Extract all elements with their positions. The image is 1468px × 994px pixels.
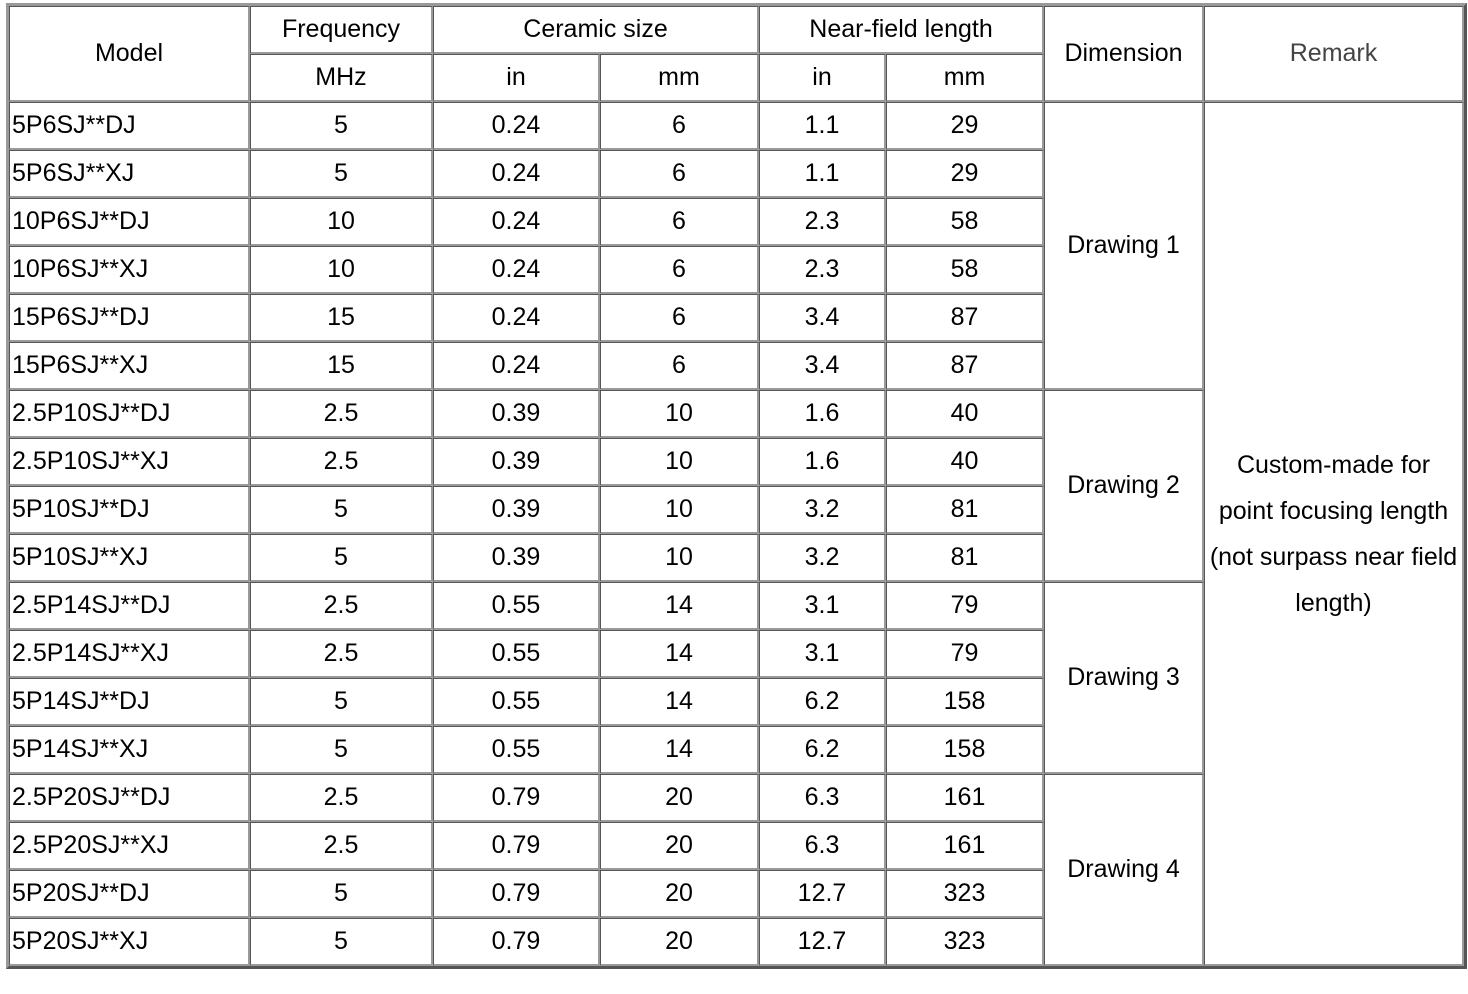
cell-model: 2.5P14SJ**XJ — [9, 630, 250, 678]
cell-frequency: 5 — [250, 102, 433, 150]
cell-model: 2.5P14SJ**DJ — [9, 582, 250, 630]
cell-ceramic-mm: 14 — [600, 630, 759, 678]
cell-ceramic-mm: 10 — [600, 438, 759, 486]
cell-model: 2.5P10SJ**DJ — [9, 390, 250, 438]
header-near-mm: mm — [886, 54, 1044, 102]
cell-near-mm: 161 — [886, 822, 1044, 870]
cell-near-mm: 58 — [886, 198, 1044, 246]
cell-model: 5P20SJ**XJ — [9, 918, 250, 966]
cell-frequency: 5 — [250, 726, 433, 774]
cell-model: 5P6SJ**XJ — [9, 150, 250, 198]
cell-model: 5P10SJ**DJ — [9, 486, 250, 534]
cell-frequency: 5 — [250, 678, 433, 726]
cell-near-in: 3.2 — [759, 486, 886, 534]
cell-ceramic-in: 0.55 — [433, 678, 600, 726]
cell-frequency: 2.5 — [250, 630, 433, 678]
cell-ceramic-mm: 14 — [600, 726, 759, 774]
cell-ceramic-mm: 14 — [600, 678, 759, 726]
cell-frequency: 15 — [250, 294, 433, 342]
cell-model: 15P6SJ**DJ — [9, 294, 250, 342]
cell-ceramic-mm: 10 — [600, 534, 759, 582]
cell-dimension-drawing: Drawing 2 — [1044, 390, 1204, 582]
cell-model: 5P10SJ**XJ — [9, 534, 250, 582]
header-model: Model — [9, 6, 250, 102]
cell-frequency: 5 — [250, 486, 433, 534]
cell-near-mm: 79 — [886, 630, 1044, 678]
cell-model: 2.5P20SJ**DJ — [9, 774, 250, 822]
cell-frequency: 2.5 — [250, 822, 433, 870]
cell-ceramic-mm: 10 — [600, 390, 759, 438]
cell-near-mm: 79 — [886, 582, 1044, 630]
table-row — [9, 102, 1464, 150]
cell-ceramic-mm: 6 — [600, 294, 759, 342]
transducer-spec-table — [6, 3, 1467, 969]
cell-ceramic-mm: 14 — [600, 582, 759, 630]
header-frequency-unit: MHz — [250, 54, 433, 102]
cell-ceramic-mm: 20 — [600, 870, 759, 918]
cell-ceramic-in: 0.24 — [433, 150, 600, 198]
cell-ceramic-in: 0.39 — [433, 438, 600, 486]
cell-model: 5P6SJ**DJ — [9, 102, 250, 150]
cell-near-mm: 323 — [886, 918, 1044, 966]
cell-near-in: 2.3 — [759, 198, 886, 246]
cell-frequency: 5 — [250, 918, 433, 966]
cell-ceramic-in: 0.79 — [433, 870, 600, 918]
cell-near-mm: 81 — [886, 534, 1044, 582]
header-dimension: Dimension — [1044, 6, 1204, 102]
cell-frequency: 15 — [250, 342, 433, 390]
cell-ceramic-mm: 6 — [600, 150, 759, 198]
cell-near-mm: 158 — [886, 726, 1044, 774]
cell-ceramic-in: 0.79 — [433, 918, 600, 966]
cell-near-in: 1.6 — [759, 438, 886, 486]
cell-ceramic-in: 0.55 — [433, 726, 600, 774]
cell-ceramic-mm: 20 — [600, 918, 759, 966]
cell-near-mm: 29 — [886, 150, 1044, 198]
cell-near-mm: 158 — [886, 678, 1044, 726]
cell-near-in: 12.7 — [759, 870, 886, 918]
header-frequency: Frequency — [250, 6, 433, 54]
cell-frequency: 2.5 — [250, 774, 433, 822]
cell-frequency: 2.5 — [250, 390, 433, 438]
cell-frequency: 2.5 — [250, 438, 433, 486]
cell-near-mm: 161 — [886, 774, 1044, 822]
cell-ceramic-in: 0.79 — [433, 774, 600, 822]
cell-model: 10P6SJ**DJ — [9, 198, 250, 246]
cell-frequency: 5 — [250, 150, 433, 198]
cell-model: 2.5P20SJ**XJ — [9, 822, 250, 870]
cell-frequency: 5 — [250, 870, 433, 918]
cell-near-in: 3.4 — [759, 294, 886, 342]
header-near-in: in — [759, 54, 886, 102]
table-body — [9, 102, 1464, 966]
cell-dimension-drawing: Drawing 4 — [1044, 774, 1204, 966]
cell-near-mm: 58 — [886, 246, 1044, 294]
cell-remark: Custom-made for point focusing length (not surpass near field length) — [1204, 102, 1464, 966]
cell-ceramic-in: 0.24 — [433, 198, 600, 246]
header-remark: Remark — [1204, 6, 1464, 102]
header-ceramic-in: in — [433, 54, 600, 102]
cell-near-mm: 81 — [886, 486, 1044, 534]
cell-ceramic-mm: 6 — [600, 342, 759, 390]
cell-near-in: 6.3 — [759, 822, 886, 870]
cell-ceramic-in: 0.39 — [433, 390, 600, 438]
cell-near-mm: 87 — [886, 294, 1044, 342]
cell-ceramic-mm: 10 — [600, 486, 759, 534]
cell-near-in: 3.4 — [759, 342, 886, 390]
cell-near-mm: 29 — [886, 102, 1044, 150]
cell-ceramic-in: 0.55 — [433, 582, 600, 630]
cell-near-mm: 323 — [886, 870, 1044, 918]
cell-near-in: 3.1 — [759, 582, 886, 630]
cell-dimension-drawing: Drawing 3 — [1044, 582, 1204, 774]
cell-ceramic-in: 0.79 — [433, 822, 600, 870]
cell-frequency: 10 — [250, 198, 433, 246]
cell-near-in: 1.1 — [759, 102, 886, 150]
header-ceramic-mm: mm — [600, 54, 759, 102]
cell-model: 2.5P10SJ**XJ — [9, 438, 250, 486]
cell-frequency: 5 — [250, 534, 433, 582]
cell-near-in: 6.2 — [759, 678, 886, 726]
cell-near-in: 1.1 — [759, 150, 886, 198]
cell-frequency: 10 — [250, 246, 433, 294]
cell-near-in: 12.7 — [759, 918, 886, 966]
cell-near-in: 6.2 — [759, 726, 886, 774]
cell-ceramic-in: 0.24 — [433, 246, 600, 294]
cell-model: 10P6SJ**XJ — [9, 246, 250, 294]
cell-model: 5P14SJ**XJ — [9, 726, 250, 774]
cell-ceramic-in: 0.39 — [433, 534, 600, 582]
header-near-field-length: Near-field length — [759, 6, 1044, 54]
cell-ceramic-in: 0.55 — [433, 630, 600, 678]
cell-model: 15P6SJ**XJ — [9, 342, 250, 390]
cell-ceramic-mm: 20 — [600, 822, 759, 870]
cell-near-in: 3.2 — [759, 534, 886, 582]
cell-ceramic-in: 0.24 — [433, 102, 600, 150]
cell-near-mm: 40 — [886, 390, 1044, 438]
cell-model: 5P20SJ**DJ — [9, 870, 250, 918]
cell-dimension-drawing: Drawing 1 — [1044, 102, 1204, 390]
cell-near-mm: 40 — [886, 438, 1044, 486]
cell-frequency: 2.5 — [250, 582, 433, 630]
header-ceramic-size: Ceramic size — [433, 6, 759, 54]
cell-ceramic-in: 0.24 — [433, 342, 600, 390]
cell-near-mm: 87 — [886, 342, 1044, 390]
cell-near-in: 1.6 — [759, 390, 886, 438]
cell-near-in: 3.1 — [759, 630, 886, 678]
cell-ceramic-mm: 6 — [600, 198, 759, 246]
cell-ceramic-mm: 6 — [600, 246, 759, 294]
cell-ceramic-in: 0.39 — [433, 486, 600, 534]
header-row-1 — [9, 6, 1464, 54]
cell-ceramic-mm: 6 — [600, 102, 759, 150]
cell-ceramic-in: 0.24 — [433, 294, 600, 342]
cell-model: 5P14SJ**DJ — [9, 678, 250, 726]
cell-near-in: 6.3 — [759, 774, 886, 822]
cell-near-in: 2.3 — [759, 246, 886, 294]
cell-ceramic-mm: 20 — [600, 774, 759, 822]
